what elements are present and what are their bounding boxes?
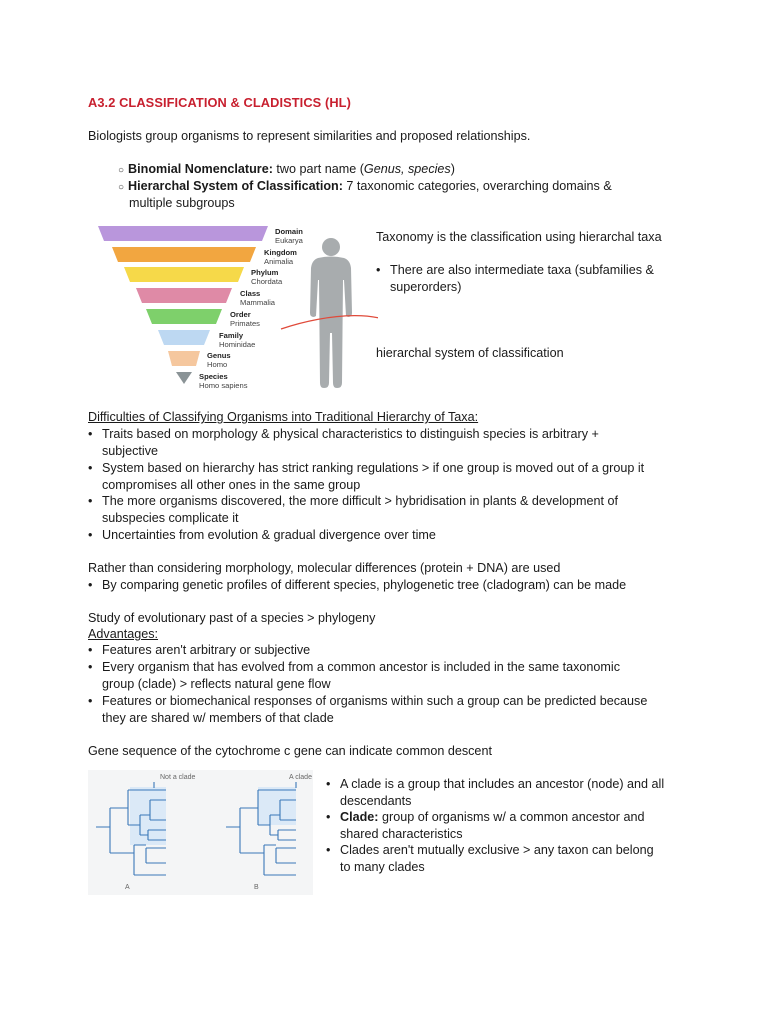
intro-text: Biologists group organisms to represent similarities and proposed relationships. — [88, 129, 531, 143]
advantages-heading: Advantages: — [88, 627, 159, 641]
gene-line: Gene sequence of the cytochrome c gene can indicate common descent — [88, 744, 492, 758]
list-item-cont: shared characteristics — [340, 827, 463, 841]
binomial-label: Binomial Nomenclature: — [128, 162, 273, 176]
phylogeny-line: Study of evolutionary past of a species > phylogeny — [88, 611, 376, 625]
tax-band-genus — [168, 351, 200, 366]
taxonomy-definition: Taxonomy is the classification using hierarchal taxa — [376, 230, 662, 244]
hierarchal-label: Hierarchal System of Classification: — [128, 179, 343, 193]
human-silhouette-icon — [310, 238, 352, 388]
binomial-close: ) — [450, 162, 455, 176]
circle-bullet-icon: ○ — [118, 182, 125, 193]
tax-band-order — [146, 309, 222, 324]
tax-band-family — [158, 330, 210, 345]
difficulties-heading: Difficulties of Classifying Organisms into Traditional Hierarchy of Taxa: — [88, 410, 479, 424]
tax-label-species: Species Homo sapiens — [199, 372, 248, 390]
tax-band-class — [136, 288, 232, 303]
panel-b-label: B — [254, 884, 259, 891]
list-item: • Clades aren't mutually exclusive > any taxon can belong — [326, 843, 654, 857]
clade-label: A clade — [289, 774, 312, 781]
tax-label-family: Family Hominidae — [219, 331, 256, 349]
tax-band-kingdom — [112, 247, 256, 262]
tax-label-genus: Genus Homo — [207, 351, 231, 369]
binomial-text: two part name ( — [272, 162, 364, 176]
tax-band-domain — [98, 226, 268, 241]
tax-label-phylum: Phylum Chordata — [251, 268, 283, 286]
molecular-line: Rather than considering morphology, molecular differences (protein + DNA) are used — [88, 561, 561, 575]
list-item-cont: to many clades — [340, 860, 425, 874]
clade-highlight — [258, 787, 296, 825]
list-item-cont: compromises all other ones in the same group — [102, 478, 361, 492]
hierarchal-bullet-cont: multiple subgroups — [129, 196, 235, 210]
clade-figure — [88, 770, 313, 895]
list-item: • Clade: group of organisms w/ a common ancestor and — [326, 810, 645, 824]
binomial-bullet — [118, 161, 455, 179]
panel-a-label: A — [125, 884, 130, 891]
binomial-italic: Genus, species — [363, 162, 451, 176]
list-item: • Every organism that has evolved from a common ancestor is included in the same taxonomic — [88, 660, 620, 674]
circle-bullet-icon: ○ — [118, 165, 125, 176]
hierarchal-system-label: hierarchal system of classification — [376, 346, 564, 360]
intermediate-bullet-cont: superorders) — [390, 280, 462, 294]
page-title: A3.2 CLASSIFICATION & CLADISTICS (HL) — [88, 95, 351, 110]
tax-band-species — [176, 372, 192, 384]
tax-label-kingdom: Kingdom Animalia — [264, 248, 297, 266]
tax-label-order: Order Primates — [230, 310, 260, 328]
list-item: • Traits based on morphology & physical characteristics to distinguish species is arbitrary + — [88, 427, 599, 441]
list-item: • Features or biomechanical responses of organisms within such a group can be predicted because — [88, 694, 648, 708]
list-item: • The more organisms discovered, the more difficult > hybridisation in plants & development of — [88, 494, 619, 508]
taxonomy-figure — [88, 218, 378, 393]
intermediate-bullet: • There are also intermediate taxa (subfamilies & — [376, 263, 654, 277]
list-item: • Uncertainties from evolution & gradual divergence over time — [88, 528, 436, 542]
tax-label-class: Class Mammalia — [240, 289, 276, 307]
list-item: • System based on hierarchy has strict ranking regulations > if one group is moved out of a group it — [88, 461, 645, 475]
list-item: • By comparing genetic profiles of different species, phylogenetic tree (cladogram) can be made — [88, 578, 627, 592]
list-item: • A clade is a group that includes an ancestor (node) and all — [326, 777, 665, 791]
list-item-cont: descendants — [340, 794, 412, 808]
hierarchal-bullet — [118, 178, 612, 196]
tax-band-phylum — [124, 267, 244, 282]
hierarchal-text: 7 taxonomic categories, overarching domains & — [342, 179, 612, 193]
list-item-cont: they are shared w/ members of that clade — [102, 711, 334, 725]
list-item-cont: group (clade) > reflects natural gene flow — [102, 677, 331, 691]
list-item: • Features aren't arbitrary or subjective — [88, 643, 311, 657]
list-item-cont: subspecies complicate it — [102, 511, 239, 525]
list-item-cont: subjective — [102, 444, 159, 458]
tax-label-domain: Domain Eukarya — [275, 227, 303, 245]
not-clade-label: Not a clade — [160, 774, 196, 781]
